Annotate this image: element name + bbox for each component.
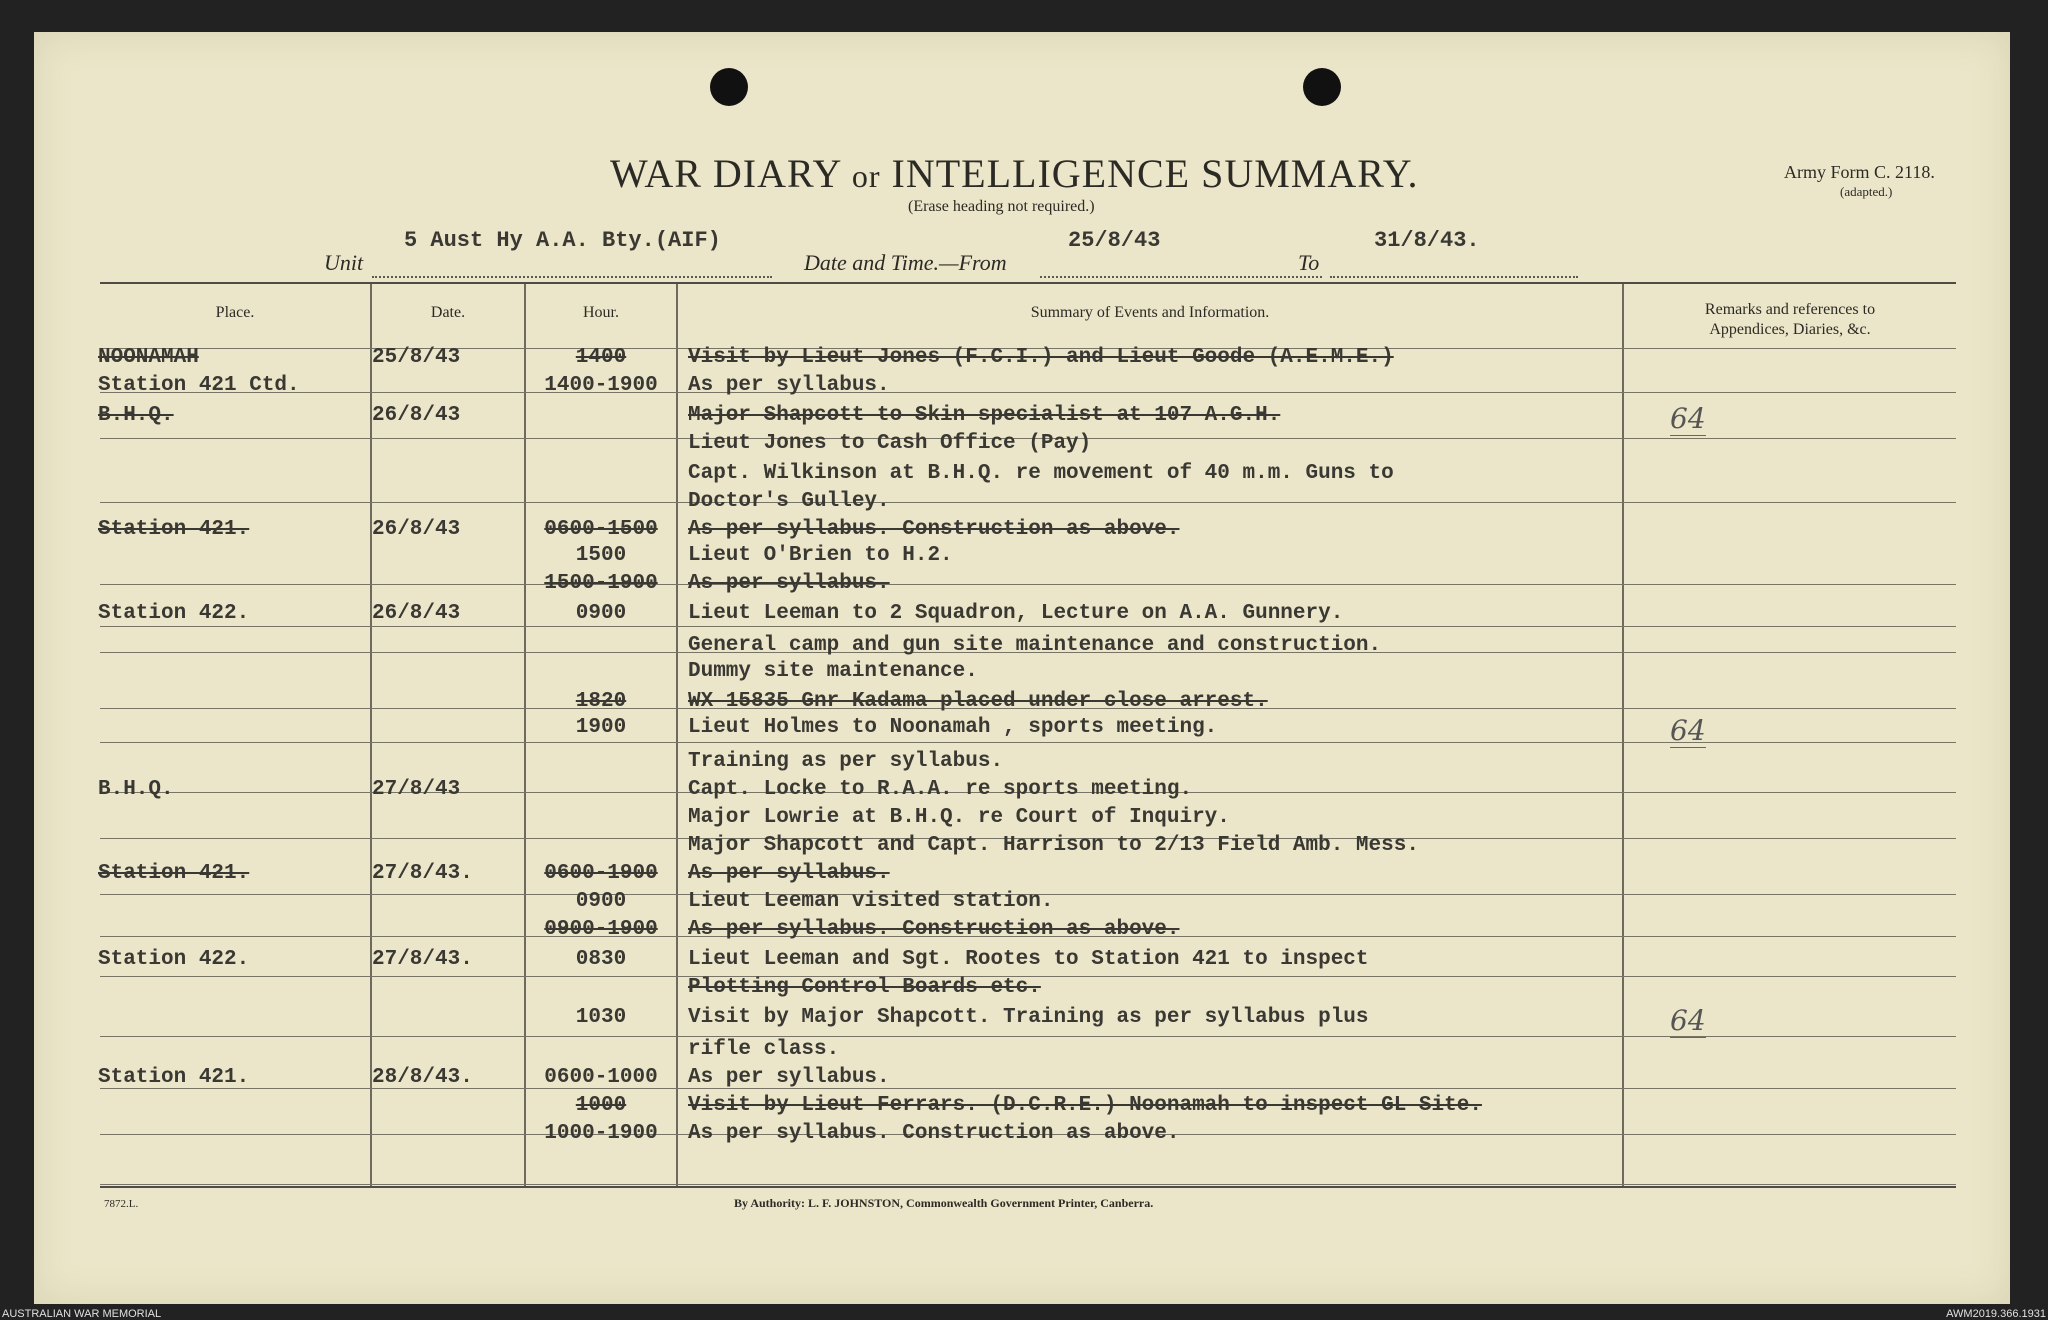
entry-summary: Major Shapcott to Skin specialist at 107 A.G.H.	[688, 404, 1281, 427]
entry-hour: 0830	[575, 948, 627, 971]
punch-hole-right	[1303, 68, 1341, 106]
entry-hour: 1500	[575, 544, 627, 567]
entry-summary: Capt. Locke to R.A.A. re sports meeting.	[688, 778, 1193, 801]
date-from-dotted-line	[1040, 276, 1322, 278]
entry-hour: 0900	[575, 890, 627, 913]
header-remarks	[1624, 300, 1956, 340]
entry-summary: As per syllabus.	[688, 862, 890, 885]
header-place: Place.	[215, 304, 255, 321]
entry-hour: 0900	[575, 602, 627, 625]
entry-summary: As per syllabus.	[688, 572, 890, 595]
table-rule-line	[100, 502, 1956, 503]
date-to-label: To	[1298, 250, 1320, 275]
entry-remark: 64	[1670, 1004, 1706, 1037]
entry-place: Station 421.	[98, 518, 250, 541]
entry-place: B.H.Q.	[98, 404, 174, 427]
punch-hole-left	[710, 68, 748, 106]
date-from-value: 25/8/43	[1068, 228, 1161, 253]
entry-date: 26/8/43	[372, 404, 461, 427]
table-rule-line	[100, 1184, 1956, 1185]
entry-summary: Capt. Wilkinson at B.H.Q. re movement of 40 m.m. Guns to	[688, 462, 1394, 485]
header-summary: Summary of Events and Information.	[1030, 304, 1270, 321]
entry-hour: 1000	[575, 1094, 627, 1117]
entry-summary: Lieut Jones to Cash Office (Pay)	[688, 432, 1092, 455]
table-rule-line	[100, 626, 1956, 627]
entry-summary: rifle class.	[688, 1038, 840, 1061]
entry-summary: Doctor's Gulley.	[688, 490, 890, 513]
diary-page	[34, 32, 2010, 1304]
entry-date: 27/8/43.	[372, 948, 473, 971]
entry-summary: WX 15835 Gnr Kadama placed under close arrest.	[688, 690, 1268, 713]
entry-summary: Visit by Lieut Ferrars. (D.C.R.E.) Noonamah to inspect GL Site.	[688, 1094, 1482, 1117]
form-subtitle: (Erase heading not required.)	[908, 198, 1095, 215]
entry-hour: 1900	[575, 716, 627, 739]
table-bottom-border	[100, 1186, 1956, 1188]
entry-hour: 1000-1900	[544, 1122, 658, 1145]
entry-date: 27/8/43.	[372, 862, 473, 885]
entry-summary: Plotting Control Boards etc.	[688, 976, 1041, 999]
entry-date: 27/8/43	[372, 778, 461, 801]
army-form-number: Army Form C. 2118.	[1784, 162, 1935, 182]
entry-summary: Visit by Major Shapcott. Training as per syllabus plus	[688, 1006, 1369, 1029]
entry-hour: 0900-1900	[544, 918, 658, 941]
entry-hour: 0600-1000	[544, 1066, 658, 1089]
title-part-2: INTELLIGENCE SUMMARY.	[891, 151, 1419, 196]
date-from-label: Date and Time.—From	[804, 250, 1007, 275]
entry-place: Station 421.	[98, 862, 250, 885]
entry-summary: As per syllabus. Construction as above.	[688, 518, 1180, 541]
entry-remark: 64	[1670, 714, 1706, 747]
unit-dotted-line	[372, 276, 772, 278]
entry-hour: 1820	[575, 690, 627, 713]
header-hour: Hour.	[583, 304, 619, 321]
entry-summary: Lieut O'Brien to H.2.	[688, 544, 953, 567]
entry-remark: 64	[1670, 402, 1706, 435]
entry-place: NOONAMAH	[98, 346, 199, 369]
entry-date: 25/8/43	[372, 346, 461, 369]
entry-date: 28/8/43.	[372, 1066, 473, 1089]
entry-place: Station 421.	[98, 1066, 250, 1089]
table-top-border	[100, 282, 1956, 284]
entry-summary: Visit by Lieut Jones (F.C.I.) and Lieut Goode (A.E.M.E.)	[688, 346, 1394, 369]
entry-summary: As per syllabus.	[688, 374, 890, 397]
table-rule-line	[100, 584, 1956, 585]
entry-summary: Lieut Leeman visited station.	[688, 890, 1054, 913]
unit-value: 5 Aust Hy A.A. Bty.(AIF)	[404, 228, 721, 253]
date-to-dotted-line	[1330, 276, 1578, 278]
header-remarks-line-1: Remarks and references to	[1704, 301, 1876, 318]
header-date: Date.	[430, 304, 466, 321]
archive-reference: AWM2019.366.1931	[1946, 1308, 2046, 1320]
entry-place: Station 422.	[98, 948, 250, 971]
column-divider-summary	[1622, 284, 1624, 1186]
entry-summary: Major Shapcott and Capt. Harrison to 2/13 Field Amb. Mess.	[688, 834, 1419, 857]
entry-summary: Lieut Holmes to Noonamah , sports meeting.	[688, 716, 1218, 739]
entry-summary: Major Lowrie at B.H.Q. re Court of Inquiry.	[688, 806, 1230, 829]
column-divider-hour	[676, 284, 678, 1186]
entry-date: 26/8/43	[372, 518, 461, 541]
army-form-adapted: (adapted.)	[1840, 184, 1893, 199]
title-part-1: WAR DIARY	[610, 151, 841, 196]
entry-summary: As per syllabus.	[688, 1066, 890, 1089]
entry-hour: 1030	[575, 1006, 627, 1029]
form-print-number: 7872.L.	[104, 1198, 139, 1210]
header-remarks-line-2: Appendices, Diaries, &c.	[1709, 321, 1871, 338]
entry-hour: 1400	[575, 346, 627, 369]
form-title	[610, 150, 1418, 197]
entry-place: Station 422.	[98, 602, 250, 625]
date-to-value: 31/8/43.	[1374, 228, 1480, 253]
entry-summary: As per syllabus. Construction as above.	[688, 1122, 1180, 1145]
entry-hour: 0600-1500	[544, 518, 658, 541]
archive-source: AUSTRALIAN WAR MEMORIAL	[2, 1308, 162, 1320]
entry-hour: 0600-1900	[544, 862, 658, 885]
entry-place: B.H.Q.	[98, 778, 174, 801]
entry-summary: As per syllabus. Construction as above.	[688, 918, 1180, 941]
entry-summary: Dummy site maintenance.	[688, 660, 978, 683]
entry-hour: 1500-1900	[544, 572, 658, 595]
unit-label: Unit	[324, 250, 364, 275]
entry-summary: Training as per syllabus.	[688, 750, 1004, 773]
table-rule-line	[100, 392, 1956, 393]
entry-summary: General camp and gun site maintenance and construction.	[688, 634, 1382, 657]
entry-place: Station 421 Ctd.	[98, 374, 300, 397]
entry-date: 26/8/43	[372, 602, 461, 625]
entry-summary: Lieut Leeman and Sgt. Rootes to Station 421 to inspect	[688, 948, 1369, 971]
entry-hour: 1400-1900	[544, 374, 658, 397]
printer-authority: By Authority: L. F. JOHNSTON, Commonwealth Government Printer, Canberra.	[734, 1196, 1154, 1210]
entry-summary: Lieut Leeman to 2 Squadron, Lecture on A.A. Gunnery.	[688, 602, 1344, 625]
title-or: or	[851, 158, 881, 194]
